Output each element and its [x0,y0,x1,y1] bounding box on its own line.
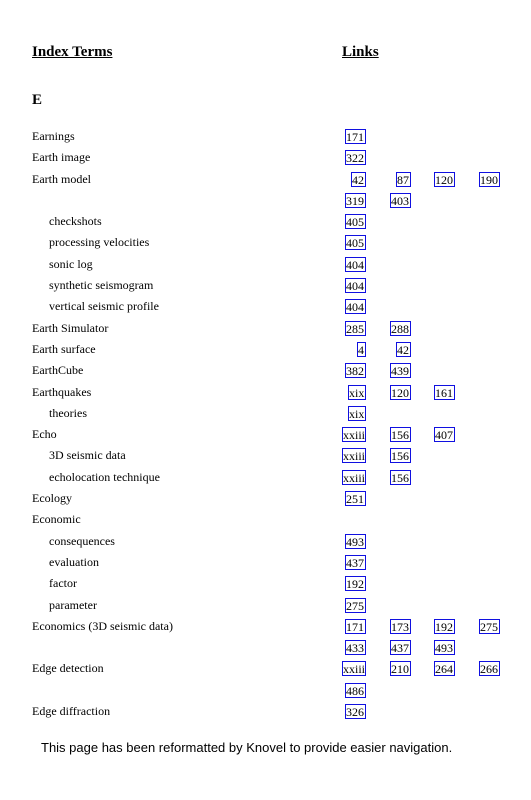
term-label: Economics (3D seismic data) [32,618,173,633]
page-link[interactable]: 439 [391,364,409,379]
term-label: Earth model [32,171,91,186]
page-link[interactable]: 407 [435,428,453,443]
term-label: Echo [32,427,57,442]
term-label: Ecology [32,491,72,506]
index-entry [0,382,531,403]
subterm-label: consequences [49,533,115,548]
page-link[interactable]: xix [349,385,365,400]
page-link[interactable]: xxiii [343,449,366,464]
index-entry [0,467,531,488]
term-label: Edge detection [32,661,104,676]
page-link[interactable]: 404 [346,300,364,315]
subterm-label: theories [49,405,87,420]
page-link[interactable]: 266 [480,662,498,677]
subterm-label: vertical seismic profile [49,299,159,314]
index-entry [0,403,531,424]
page-link[interactable]: 120 [391,385,409,400]
index-entry [0,190,531,211]
page-link[interactable]: 404 [346,257,364,272]
index-entry [0,488,531,509]
page-link[interactable]: 405 [346,236,364,251]
page-link[interactable]: 404 [346,279,364,294]
index-entry [0,254,531,275]
index-entry [0,296,531,317]
links-header: Links [342,44,379,60]
page-link[interactable]: 210 [391,662,409,677]
index-entry [0,445,531,466]
page-link[interactable]: xxiii [343,662,366,677]
page-link[interactable]: 190 [480,172,498,187]
term-label: Earth surface [32,341,96,356]
term-label: Earth Simulator [32,320,109,335]
page-link[interactable]: 493 [346,534,364,549]
term-label: Edge diffraction [32,704,111,719]
page-link[interactable]: 264 [435,662,453,677]
page-link[interactable]: 156 [391,470,409,485]
subterm-label: sonic log [49,256,93,271]
page-link[interactable]: xxiii [343,428,366,443]
page-link[interactable]: 156 [391,449,409,464]
index-entry [0,275,531,296]
page-link[interactable]: 171 [346,619,364,634]
page-link[interactable]: xix [349,406,365,421]
page-link[interactable]: 161 [435,385,453,400]
page-link[interactable]: 275 [346,598,364,613]
index-entry [0,531,531,552]
page-link[interactable]: 437 [346,555,364,570]
page-link[interactable]: xxiii [343,470,366,485]
page-link[interactable]: 251 [346,492,364,507]
index-entry [0,552,531,573]
index-entry [0,701,531,722]
page-link[interactable]: 433 [346,641,364,656]
page-link[interactable]: 288 [391,321,409,336]
page-link[interactable]: 42 [352,172,364,187]
index-entry [0,339,531,360]
index-entry [0,573,531,594]
page-link[interactable]: 486 [346,683,364,698]
page-link[interactable]: 4 [358,342,364,357]
index-terms-header: Index Terms [32,44,113,60]
subterm-label: parameter [49,597,97,612]
page-link[interactable]: 156 [391,428,409,443]
term-label: Economic [32,512,81,527]
page-link[interactable]: 275 [480,619,498,634]
index-entry [0,637,531,658]
page-link[interactable]: 437 [391,641,409,656]
page-link[interactable]: 319 [346,193,364,208]
index-entry [0,616,531,637]
index-entry [0,595,531,616]
page-link[interactable]: 382 [346,364,364,379]
page-link[interactable]: 42 [397,342,409,357]
subterm-label: 3D seismic data [49,448,126,463]
term-label: Earnings [32,129,75,143]
section-letter: E [32,92,43,108]
index-entry [0,211,531,232]
page-link[interactable]: 173 [391,619,409,634]
knovel-footer: This page has been reformatted by Knovel to provide easier navigation. [41,740,453,755]
subterm-label: checkshots [49,214,102,229]
index-entry [0,318,531,339]
page-link[interactable]: 285 [346,321,364,336]
subterm-label: synthetic seismogram [49,278,154,293]
index-entry [0,680,531,701]
page-link[interactable]: 405 [346,215,364,230]
index-list [0,126,531,722]
subterm-label: processing velocities [49,235,150,250]
page-link[interactable]: 192 [346,577,364,592]
page-link[interactable]: 322 [346,151,364,166]
index-entry [0,360,531,381]
term-label: EarthCube [32,363,84,378]
page-link[interactable]: 192 [435,619,453,634]
page-link[interactable]: 171 [346,130,364,144]
index-entry [0,126,531,147]
term-label: Earthquakes [32,384,92,399]
index-entry [0,509,531,530]
page-link[interactable]: 87 [397,172,409,187]
page-link[interactable]: 326 [346,705,364,720]
subterm-label: evaluation [49,554,99,569]
index-entry [0,169,531,190]
term-label: Earth image [32,150,91,165]
index-entry [0,658,531,679]
page-link[interactable]: 493 [435,641,453,656]
subterm-label: echolocation technique [49,469,160,484]
index-entry [0,147,531,168]
page-link[interactable]: 120 [435,172,453,187]
subterm-label: factor [49,576,77,591]
page-link[interactable]: 403 [391,193,409,208]
index-entry [0,424,531,445]
index-entry [0,232,531,253]
